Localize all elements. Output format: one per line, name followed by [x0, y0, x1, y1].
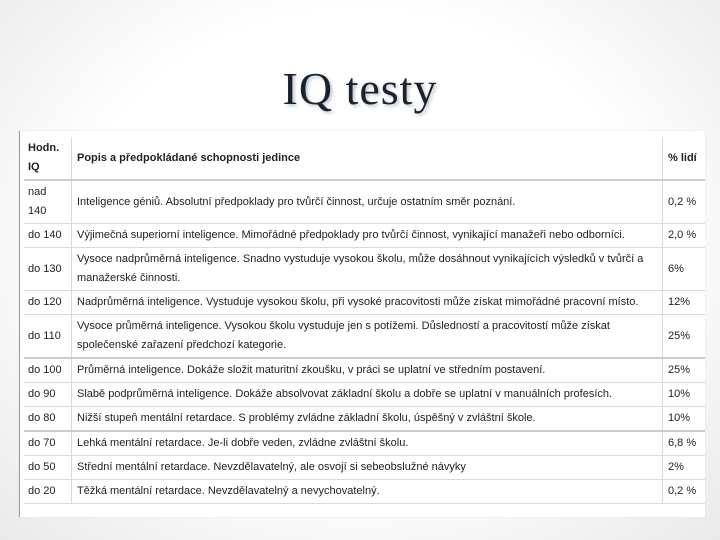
- table-row: [24, 315, 705, 359]
- cell-iq: do 90: [24, 383, 72, 407]
- table-row: [24, 407, 705, 432]
- cell-description: Střední mentální retardace. Nevzdělavatelný, ale osvojí si sebeobslužné návyky: [72, 456, 663, 480]
- cell-description: Lehká mentální retardace. Je-li dobře veden, zvládne zvláštní školu.: [72, 431, 663, 456]
- cell-iq: do 100: [24, 358, 72, 383]
- cell-iq: do 70: [24, 431, 72, 456]
- cell-iq: do 20: [24, 480, 72, 504]
- iq-table: [24, 137, 705, 504]
- table-row: [24, 456, 705, 480]
- table-row: [24, 180, 705, 224]
- table-row: [24, 291, 705, 315]
- cell-description: Slabě podprůměrná inteligence. Dokáže absolvovat základní školu a dobře se uplatní v manuálních profesích.: [72, 383, 663, 407]
- cell-description: Výjimečná superiorní inteligence. Mimořádné předpoklady pro tvůrčí činnost, vynikající manažeři nebo odborníci.: [72, 224, 663, 248]
- cell-percent: 2%: [663, 456, 706, 480]
- cell-description: Nižší stupeň mentální retardace. S problémy zvládne základní školu, úspěšný v zvláštní škole.: [72, 407, 663, 432]
- cell-iq: do 120: [24, 291, 72, 315]
- header-description: Popis a předpokládané schopnosti jedince: [72, 137, 663, 180]
- cell-percent: 12%: [663, 291, 706, 315]
- cell-percent: 0,2 %: [663, 480, 706, 504]
- header-percent: % lidí: [663, 137, 706, 180]
- cell-percent: 2,0 %: [663, 224, 706, 248]
- iq-table-frame: [19, 131, 705, 517]
- table-row: [24, 224, 705, 248]
- cell-description: Nadprůměrná inteligence. Vystuduje vysokou školu, při vysoké pracovitosti může získat mimořádné pracovní místo.: [72, 291, 663, 315]
- cell-iq: nad 140: [24, 180, 72, 224]
- cell-percent: 6%: [663, 248, 706, 291]
- cell-description: Inteligence géniů. Absolutní předpoklady pro tvůrčí činnost, určuje ostatním směr poznání.: [72, 180, 663, 224]
- cell-percent: 10%: [663, 407, 706, 432]
- table-row: [24, 248, 705, 291]
- cell-description: Vysoce nadprůměrná inteligence. Snadno vystuduje vysokou školu, může dosáhnout vynikajících výsledků v tvůrčí a manažerské činnosti.: [72, 248, 663, 291]
- cell-iq: do 80: [24, 407, 72, 432]
- table-row: [24, 431, 705, 456]
- table-row: [24, 358, 705, 383]
- cell-description: Těžká mentální retardace. Nevzdělavatelný a nevychovatelný.: [72, 480, 663, 504]
- slide-title: IQ testy: [282, 63, 438, 114]
- cell-description: Vysoce průměrná inteligence. Vysokou školu vystuduje jen s potížemi. Důsledností a pracovitostí může získat společenské zařazení předchozí kategorie.: [72, 315, 663, 359]
- cell-iq: do 50: [24, 456, 72, 480]
- cell-percent: 25%: [663, 315, 706, 359]
- cell-percent: 10%: [663, 383, 706, 407]
- cell-iq: do 110: [24, 315, 72, 359]
- iq-table-body: [24, 137, 705, 504]
- table-header-row: [24, 137, 705, 180]
- cell-iq: do 140: [24, 224, 72, 248]
- cell-iq: do 130: [24, 248, 72, 291]
- table-row: [24, 480, 705, 504]
- cell-percent: 0,2 %: [663, 180, 706, 224]
- cell-percent: 6,8 %: [663, 431, 706, 456]
- cell-description: Průměrná inteligence. Dokáže složit maturitní zkoušku, v práci se uplatní ve středním postavení.: [72, 358, 663, 383]
- table-row: [24, 383, 705, 407]
- cell-percent: 25%: [663, 358, 706, 383]
- header-iq: Hodn. IQ: [24, 137, 72, 180]
